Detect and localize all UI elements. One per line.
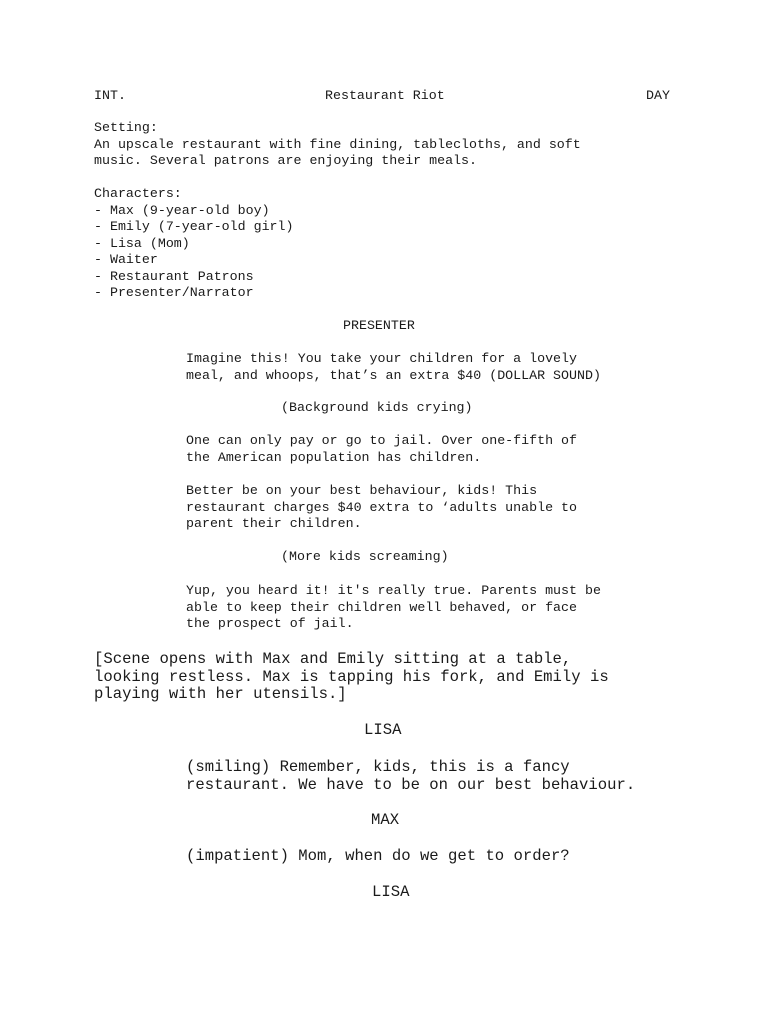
dialogue-line: One can only pay or go to jail. Over one-fifth of [186, 433, 577, 448]
character-item: - Presenter/Narrator [94, 285, 254, 300]
presenter-dialogue-4 [186, 583, 686, 633]
dialogue-line: restaurant. We have to be on our best behaviour. [186, 775, 636, 794]
setting-section [94, 120, 694, 170]
presenter-dialogue-3 [186, 483, 686, 533]
character-cue-lisa: LISA [364, 721, 402, 739]
scene-heading-time: DAY [646, 88, 670, 103]
setting-line: An upscale restaurant with fine dining, tablecloths, and soft [94, 136, 581, 152]
parenthetical-background-crying: (Background kids crying) [281, 400, 473, 415]
characters-list [94, 203, 694, 302]
parenthetical-kids-screaming: (More kids screaming) [281, 549, 449, 564]
action-line: playing with her utensils.] [94, 685, 347, 703]
dialogue-line: Yup, you heard it! it's really true. Parents must be [186, 583, 601, 598]
dialogue-line: restaurant charges $40 extra to ‘adults unable to [186, 499, 577, 515]
dialogue-line: able to keep their children well behaved, or face [186, 599, 577, 615]
dialogue-line: Better be on your best behaviour, kids! This [186, 483, 538, 498]
dialogue-line: (smiling) Remember, kids, this is a fancy [186, 758, 570, 776]
setting-line: music. Several patrons are enjoying their meals. [94, 153, 478, 168]
max-dialogue-1 [186, 848, 706, 866]
setting-label: Setting: [94, 120, 158, 135]
presenter-dialogue-2 [186, 433, 686, 466]
character-cue-lisa-2: LISA [372, 883, 410, 901]
character-item: - Max (9-year-old boy) [94, 202, 270, 218]
lisa-dialogue-1 [186, 759, 706, 794]
scene-heading-title: Restaurant Riot [325, 88, 445, 103]
character-cue-max: MAX [371, 811, 400, 829]
dialogue-line: meal, and whoops, that’s an extra $40 (DOLLAR SOUND) [186, 367, 601, 383]
character-item: - Restaurant Patrons [94, 268, 254, 284]
dialogue-line: (impatient) Mom, when do we get to order? [186, 847, 570, 865]
character-item: - Emily (7-year-old girl) [94, 219, 294, 234]
dialogue-line: parent their children. [186, 516, 362, 531]
action-line: [Scene opens with Max and Emily sitting at a table, [94, 650, 572, 668]
character-cue-presenter: PRESENTER [343, 318, 415, 333]
presenter-dialogue-1 [186, 351, 686, 384]
character-item: - Lisa (Mom) [94, 235, 190, 251]
scene-heading-int: INT. [94, 88, 126, 103]
characters-section [94, 186, 694, 302]
character-item: - Waiter [94, 252, 158, 267]
characters-label: Characters: [94, 186, 182, 201]
dialogue-line: the prospect of jail. [186, 616, 354, 631]
action-line: looking restless. Max is tapping his fork, and Emily is [94, 667, 609, 686]
action-block [94, 651, 714, 704]
dialogue-line: the American population has children. [186, 449, 482, 465]
dialogue-line: Imagine this! You take your children for a lovely [186, 351, 577, 366]
